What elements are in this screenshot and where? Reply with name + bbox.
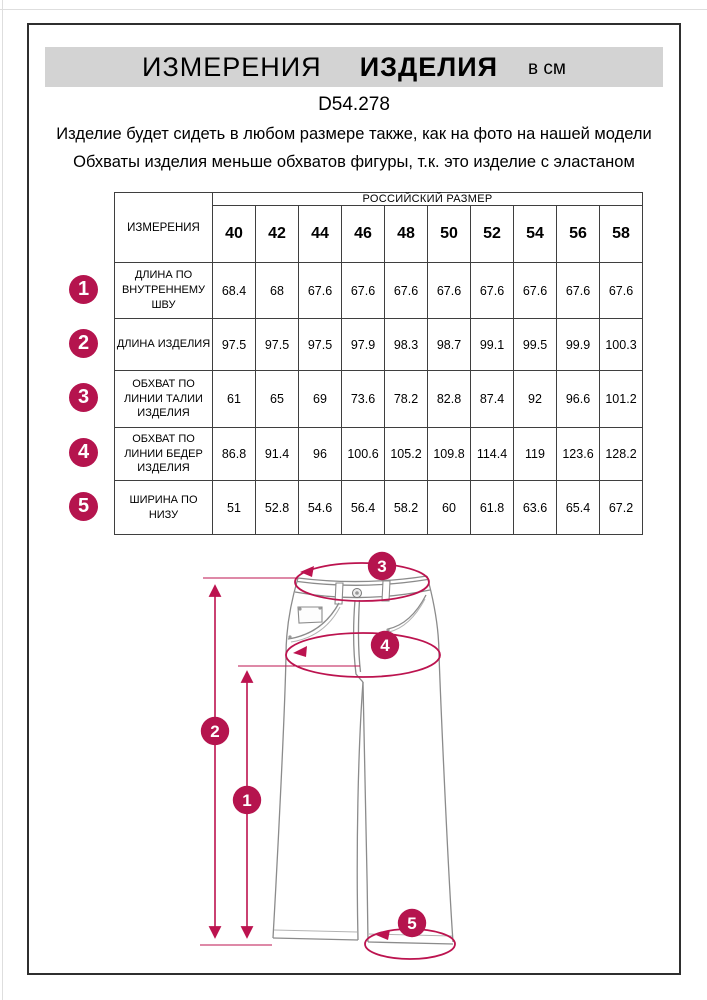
cell: 100.3 [600, 319, 643, 371]
size-group-header: РОССИЙСКИЙ РАЗМЕР [213, 193, 643, 206]
pants-measurement-diagram [190, 550, 520, 970]
measurements-table [114, 192, 643, 535]
cell: 92 [514, 371, 557, 428]
page-edge-artifact-left [2, 0, 3, 1000]
cell: 128.2 [600, 428, 643, 481]
row-number-badge-4: 4 [69, 438, 98, 467]
cell: 96 [299, 428, 342, 481]
cell: 54.6 [299, 481, 342, 535]
cell: 87.4 [471, 371, 514, 428]
row-label: ОБХВАТ ПО ЛИНИИ БЕДЕР ИЗДЕЛИЯ [115, 428, 213, 481]
size-col: 54 [514, 206, 557, 263]
table-row [115, 319, 643, 371]
cell: 65 [256, 371, 299, 428]
diagram-badge-5-label: 5 [407, 914, 417, 933]
row-label: ДЛИНА ПО ВНУТРЕННЕМУ ШВУ [115, 263, 213, 319]
cell: 97.5 [299, 319, 342, 371]
size-col: 50 [428, 206, 471, 263]
row-number-badge-1: 1 [69, 275, 98, 304]
page-title-word2: ИЗДЕЛИЯ [359, 51, 499, 82]
cell: 109.8 [428, 428, 471, 481]
fit-note-line2: Обхваты изделия меньше обхватов фигуры, т.к. это изделие с эластаном [73, 152, 635, 171]
cell: 99.5 [514, 319, 557, 371]
cell: 68.4 [213, 263, 256, 319]
table-row [115, 428, 643, 481]
cell: 97.9 [342, 319, 385, 371]
row-label: ДЛИНА ИЗДЕЛИЯ [115, 319, 213, 371]
cell: 67.6 [514, 263, 557, 319]
table-row [115, 263, 643, 319]
cell: 73.6 [342, 371, 385, 428]
cell: 96.6 [557, 371, 600, 428]
table-row [115, 371, 643, 428]
cell: 61.8 [471, 481, 514, 535]
row-label: ОБХВАТ ПО ЛИНИИ ТАЛИИ ИЗДЕЛИЯ [115, 371, 213, 428]
page-edge-artifact-top [0, 9, 707, 10]
cell: 105.2 [385, 428, 428, 481]
article-number: D54.278 [318, 94, 390, 115]
hip-girth-ellipse [286, 633, 440, 677]
cell: 52.8 [256, 481, 299, 535]
row-number-badge-3: 3 [69, 383, 98, 412]
diagram-badge-4-label: 4 [380, 636, 390, 655]
pants-outline [273, 576, 453, 944]
cell: 97.5 [213, 319, 256, 371]
cell: 63.6 [514, 481, 557, 535]
size-col: 44 [299, 206, 342, 263]
size-col: 56 [557, 206, 600, 263]
cell: 123.6 [557, 428, 600, 481]
cell: 61 [213, 371, 256, 428]
cell: 67.6 [471, 263, 514, 319]
page-title-unit: в см [528, 58, 566, 79]
cell: 67.6 [557, 263, 600, 319]
diagram-badge-2-label: 2 [210, 722, 220, 741]
page-frame [27, 23, 681, 975]
cell: 68 [256, 263, 299, 319]
cell: 67.6 [428, 263, 471, 319]
cell: 67.6 [299, 263, 342, 319]
cell: 67.6 [600, 263, 643, 319]
cell: 119 [514, 428, 557, 481]
measurement-lines [200, 563, 455, 959]
size-col: 48 [385, 206, 428, 263]
row-number-badge-2: 2 [69, 329, 98, 358]
size-col: 58 [600, 206, 643, 263]
row-label: ШИРИНА ПО НИЗУ [115, 481, 213, 535]
cell: 100.6 [342, 428, 385, 481]
cell: 67.2 [600, 481, 643, 535]
cell: 65.4 [557, 481, 600, 535]
diagram-badge-3-label: 3 [377, 557, 387, 576]
table-row [115, 481, 643, 535]
cell: 60 [428, 481, 471, 535]
cell: 99.9 [557, 319, 600, 371]
cell: 98.3 [385, 319, 428, 371]
cell: 101.2 [600, 371, 643, 428]
cell: 67.6 [385, 263, 428, 319]
fit-notes [29, 121, 679, 176]
size-col: 42 [256, 206, 299, 263]
size-col: 52 [471, 206, 514, 263]
cell: 91.4 [256, 428, 299, 481]
cell: 58.2 [385, 481, 428, 535]
page-title-word1: ИЗМЕРЕНИЯ [142, 51, 322, 82]
cell: 78.2 [385, 371, 428, 428]
size-col: 40 [213, 206, 256, 263]
title-band [45, 47, 663, 87]
cell: 69 [299, 371, 342, 428]
cell: 97.5 [256, 319, 299, 371]
cell: 98.7 [428, 319, 471, 371]
row-number-badge-5: 5 [69, 492, 98, 521]
fit-note-line1: Изделие будет сидеть в любом размере также, как на фото на нашей модели [56, 125, 652, 143]
cell: 82.8 [428, 371, 471, 428]
cell: 99.1 [471, 319, 514, 371]
size-col: 46 [342, 206, 385, 263]
cell: 56.4 [342, 481, 385, 535]
cell: 86.8 [213, 428, 256, 481]
cell: 114.4 [471, 428, 514, 481]
diagram-badge-1-label: 1 [242, 791, 252, 810]
cell: 51 [213, 481, 256, 535]
cell: 67.6 [342, 263, 385, 319]
table-corner-label: ИЗМЕРЕНИЯ [115, 193, 213, 263]
